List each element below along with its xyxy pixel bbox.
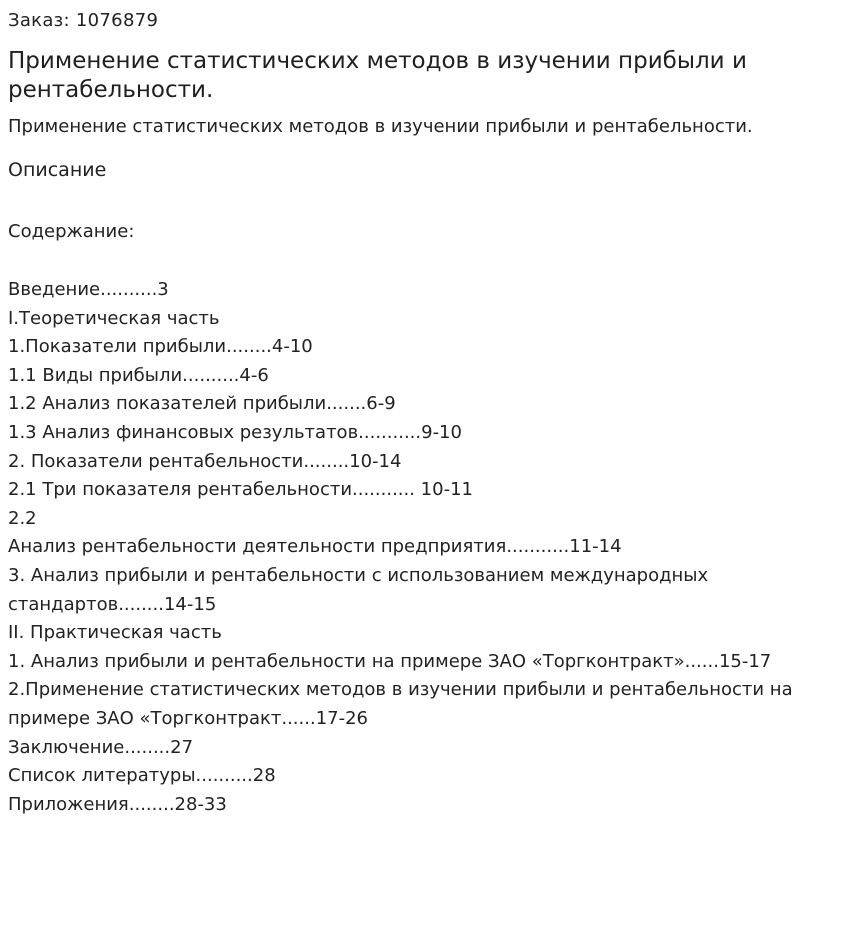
contents-label: Содержание:	[8, 221, 135, 242]
toc-item: Приложения........28-33	[8, 793, 227, 815]
toc-item: I.Теоретическая часть	[8, 307, 220, 329]
toc-item: 1.3 Анализ финансовых результатов...........9-10	[8, 421, 462, 443]
toc-item: 2. Показатели рентабельности........10-14	[8, 450, 402, 472]
toc-item: 1.Показатели прибыли........4-10	[8, 336, 313, 358]
toc-item: II. Практическая часть	[8, 622, 222, 644]
description-heading: Описание	[8, 159, 107, 181]
toc-item: Введение..........3	[8, 279, 169, 300]
toc-item: Анализ рентабельности деятельности предприятия...........11-14	[8, 536, 622, 558]
toc-item: 3. Анализ прибыли и рентабельности с использованием международных	[8, 564, 709, 586]
table-of-contents	[8, 276, 843, 819]
order-number: Заказ: 1076879	[8, 10, 159, 31]
document-subtitle: Применение статистических методов в изучении прибыли и рентабельности.	[8, 116, 753, 137]
toc-item: 1. Анализ прибыли и рентабельности на примере ЗАО «Торгконтракт»......15-17	[8, 650, 772, 672]
toc-item: 2.2	[8, 507, 37, 529]
toc-item: 2.Применение статистических методов в изучении прибыли и рентабельности на	[8, 679, 793, 701]
toc-item: 1.1 Виды прибыли..........4-6	[8, 364, 269, 386]
toc-item: примере ЗАО «Торгконтракт......17-26	[8, 707, 368, 729]
toc-item: 2.1 Три показателя рентабельности........... 10-11	[8, 479, 473, 501]
document-title: Применение статистических методов в изучении прибыли и рентабельности.	[8, 48, 747, 103]
toc-item: стандартов........14-15	[8, 593, 217, 615]
toc-item: Заключение........27	[8, 736, 194, 758]
toc-item: Список литературы..........28	[8, 765, 276, 787]
toc-item: 1.2 Анализ показателей прибыли.......6-9	[8, 393, 396, 415]
